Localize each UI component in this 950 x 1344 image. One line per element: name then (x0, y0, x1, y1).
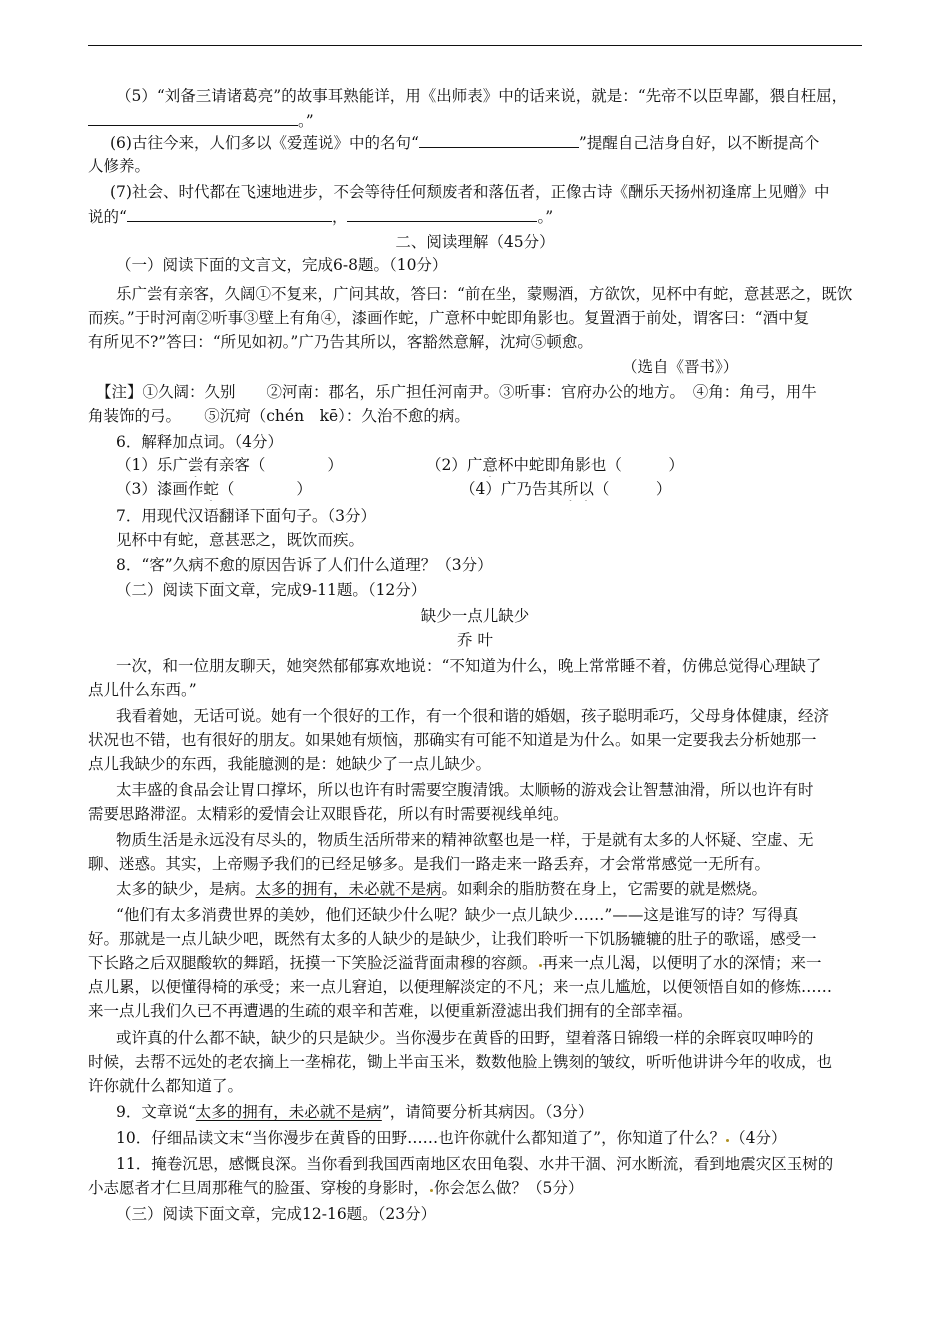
question-6-line-1: (6)古往今来，人们多以《爱莲说》中的名句“ ”提醒自己洁身自好，以不断提高个 (0, 130, 950, 154)
question-6-item-3: （3）漆画作蛇（ ） (116, 480, 312, 498)
article-p4-line-1: 物质生活是永远没有尽头的，物质生活所带来的精神欲壑也是一样，于是就有太多的人怀疑、空虚、无 (116, 831, 814, 849)
header-rule (88, 45, 862, 46)
question-5-text: （5）“刘备三请诸葛亮”的故事耳熟能详，用《出师表》中的话来说，就是：“先帝不以臣卑鄙，猥自枉屈， (116, 87, 848, 105)
footnote-line-2: 角装饰的弓。 ⑤沉疴（chén kē）：久治不愈的病。 (88, 407, 470, 425)
question-10: 10．仔细品读文末“当你漫步在黄昏的田野……也许你就什么都知道了”，你知道了什么？ （4分） (116, 1129, 787, 1147)
article-p6-line-4: 点儿累，以便懂得椅的承受；来一点儿窘迫，以便理解淡定的不凡；来一点儿尴尬，以便领悟自如的修炼…… (88, 978, 833, 996)
article-p3-line-2: 需要思路滞涩。太精彩的爱情会让双眼昏花，所以有时需要视线单纯。 (88, 805, 569, 823)
question-7-line-2: 说的“ ， 。” (0, 204, 950, 228)
article-p6-line-3: 下长路之后双腿酸软的舞蹈，抚摸一下笑脸泛溢背面肃穆的容颜。 再来一点儿渴，以便明了水的深情；来一 (88, 954, 822, 972)
article-author: 乔 叶 (457, 631, 493, 649)
question-6-item-2: （2）广意杯中蛇即角影也（ ） (426, 456, 684, 474)
article-p1-line-1: 一次，和一位朋友聊天，她突然郁郁寡欢地说：“不知道为什么，晚上常常睡不着，仿佛总觉得心理缺了 (116, 657, 822, 675)
question-6-line-2: 人修养。 (88, 157, 151, 175)
article-p2-line-1: 我看着她，无话可说。她有一个很好的工作，有一个很和谐的婚姻，孩子聪明乖巧，父母身体健康，经济 (116, 707, 830, 725)
article-p5: 太多的缺少，是病。太多的拥有，未必就不是病。如剩余的脂肪赘在身上，它需要的就是燃烧。 (116, 880, 768, 898)
question-6-heading: 6．解释加点词。（4分） (116, 433, 283, 451)
article-p6-line-2: 好。那就是一点儿缺少吧，既然有太多的人缺少的是缺少，让我们聆听一下饥肠辘辘的肚子的歌谣，感受一 (88, 930, 817, 948)
question-6-item-4: （4）广乃告其所以（ ） (460, 480, 672, 498)
part-1-intro: （一）阅读下面的文言文，完成6-8题。（10分） (116, 256, 448, 274)
underlined-key-sentence: 太多的拥有，未必就不是病 (255, 880, 442, 898)
question-11-line-1: 11．掩卷沉思，感慨良深。当你看到我国西南地区农田龟裂、水井干涸、河水断流，看到地震灾区玉树的 (116, 1155, 834, 1173)
classical-text-line-3: 有所见不?”答曰：“所见如初。”广乃告其所以，客豁然意解，沈疴⑤顿愈。 (88, 333, 593, 351)
article-p4-line-2: 聊、迷惑。其实，上帝赐予我们的已经足够多。是我们一路走来一路丢弃，才会常常感觉一无所有。 (88, 855, 771, 873)
article-p3-line-1: 太丰盛的食品会让胃口撑坏，所以也许有时需要空腹清饿。太顺畅的游戏会让智慧油滑，所以也许有时 (116, 781, 814, 799)
article-p6-line-5: 来一点儿我们久已不再遭遇的生疏的艰辛和苦难，以便重新澄滤出我们拥有的全部幸福。 (88, 1002, 693, 1020)
article-p7-line-2: 时候，去帮不远处的老农摘上一垄棉花，锄上半亩玉米，数数他脸上镌刻的皱纹，听听他讲讲今年的收成，也 (88, 1053, 833, 1071)
article-p7-line-3: 许你就什么都知道了。 (88, 1077, 244, 1095)
question-11-line-2: 小志愿者才仁旦周那稚气的脸蛋、穿梭的身影时， 你会怎么做？（5分） (88, 1179, 584, 1197)
article-p2-line-3: 点儿我缺少的东西，我能臆测的是：她缺少了一点儿缺少。 (88, 755, 492, 773)
answer-blank-6[interactable] (419, 130, 579, 148)
section-2-heading: 二、阅读理解（45分） (395, 233, 555, 251)
answer-blank-7a[interactable] (127, 204, 332, 222)
classical-text-line-1: 乐广尝有亲客，久阔①不复来，广问其故，答曰：“前在坐，蒙赐酒，方欲饮，见杯中有蛇，意甚恶之，既饮 (116, 285, 853, 303)
answer-blank-7b[interactable] (347, 204, 537, 222)
question-8-heading: 8．“客”久病不愈的原因告诉了人们什么道理？（3分） (116, 556, 493, 574)
source-note: （选自《晋书》） (622, 358, 739, 376)
question-7-line-1: (7)社会、时代都在飞速地进步，不会等待任何颓废者和落伍者，正像古诗《酬乐天扬州初逢席上见赠》中 (110, 183, 830, 201)
part-3-intro: （三）阅读下面文章，完成12-16题。（23分） (116, 1205, 437, 1223)
article-title: 缺少一点儿缺少 (420, 607, 530, 625)
question-7-heading: 7．用现代汉语翻译下面句子。（3分） (116, 507, 376, 525)
article-p2-line-2: 状况也不错，也有很好的朋友。如果她有烦恼，那确实有可能不知道是为什么。如果一定要我去分析她那一 (88, 731, 817, 749)
question-5-line-1 (0, 84, 950, 108)
answer-blank-5[interactable] (88, 108, 298, 126)
stray-mark (539, 964, 542, 967)
footnote-line-1: 【注】①久阔：久别 ②河南：郡名，乐广担任河南尹。③听事：官府办公的地方。 ④角：角弓，用牛 (96, 383, 817, 401)
question-5-line-2: 。” (0, 108, 950, 132)
article-p1-line-2: 点儿什么东西。” (88, 681, 197, 699)
question-6-item-1: （1）乐广尝有亲客（ ） (116, 456, 343, 474)
question-6-row-2 (0, 477, 950, 501)
question-9: 9．文章说“太多的拥有，未必就不是病”，请简要分析其病因。（3分） (116, 1103, 594, 1121)
classical-text-line-2: 而疾。”于时河南②听事③壁上有角④，漆画作蛇，广意杯中蛇即角影也。复置酒于前处，谓客曰：“酒中复 (88, 309, 810, 327)
article-p6-line-1: “他们有太多消费世界的美妙，他们还缺少什么呢？缺少一点儿缺少……”——这是谁写的诗？写得真 (116, 906, 799, 924)
part-2-intro: （二）阅读下面文章，完成9-11题。（12分） (116, 581, 427, 599)
article-p7-line-1: 或许真的什么都不缺，缺少的只是缺少。当你漫步在黄昏的田野，望着落日锦缎一样的余晖哀叹呻吟的 (116, 1029, 814, 1047)
question-6-row-1 (0, 453, 950, 477)
question-7-sentence: 见杯中有蛇，意甚恶之，既饮而疾。 (116, 531, 365, 549)
